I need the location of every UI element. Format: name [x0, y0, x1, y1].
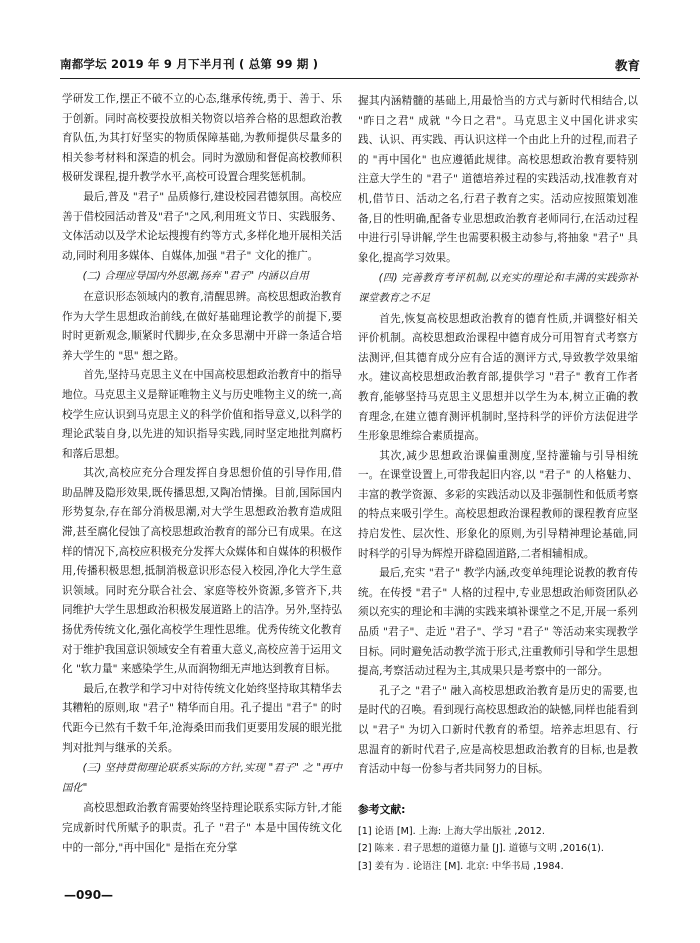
paragraph: 高校思想政治教育需要始终坚持理论联系实际方针,才能完成新时代所赋予的职责。孔子 "君子" 本是中国传统文化中的一部分,"再中国化" 是指在充分掌 [62, 802, 342, 854]
reference-item: [3] 姜有为 . 论语注 [M]. 北京: 中华书局 ,1984. [358, 860, 564, 872]
reference-item: [2] 陈来 . 君子思想的道德力量 [J]. 道德与文明 ,2016(1). [358, 843, 604, 855]
page-number: —090— [64, 888, 114, 902]
paragraph: 其次,高校应充分合理发挥自身思想价值的引导作用,借助品牌及隐形效果,既传播思想,又陶冶情操。目前,国际国内形势复杂,存在部分消极思潮,对大学生思想政治教育造成阻滞,甚至腐化侵蚀了高校思想政治教育的部分已有成果。在这样的情况下,高校应积极充分发挥大众媒体和自媒体的积极作用,传播积极思想,抵制消极意识形态侵入校园,净化大学生意识领域。同时充分联合社会、家庭等校外资源,多管齐下,共同维护大学生思想政治积极发展道路上的洁净。另外,坚持弘扬优秀传统文化,强化高校学生理性思维。优秀传统文化教育对于维护我国意识领域安全有着重大意义,高校应善于运用文化 "软力量" 来感染学生,从而润物细无声地达到教育目标。 [62, 467, 342, 676]
paragraph: 最后,普及 "君子" 品质修行,建设校园君德氛围。高校应善于借校园活动普及"君子"之风,利用班文节日、实践服务、文体活动以及学术论坛搜搜有约等方式,多样化地开展相关活动,同时利用多媒体、自媒体,加强 "君子" 文化的推广。 [62, 190, 342, 262]
paragraph: 其次,减少思想政治课偏重测度,坚持灌输与引导相统一。在课堂设置上,可带我起旧内容,以 "君子" 的人格魅力、丰富的教学资源、多彩的实践活动以及非强制性和低质考察的特点来吸引学生。高校思想政治课程教师的课程教育应坚持启发性、层次性、形象化的原则,为引导精神理论基础,同时科学的引导为辉煌开辟稳固道路,二者相辅相成。 [358, 449, 638, 560]
paragraph: 学研发工作,摆正不破不立的心态,继承传统,勇于、善于、乐于创新。同时高校要投放相关物资以培养合格的思想政治教育队伍,为其打好坚实的物质保障基础,为教师提供尽量多的相关参考材料和深造的机会。同时为激励和督促高校教师积极研发课程,提升教学水平,高校可设置合理奖惩机制。 [62, 93, 342, 184]
references-title: 参考文献: [358, 802, 406, 816]
left-column [62, 90, 342, 858]
journal-name: 南都学坛 2019 年 9 月下半月刊 ( 总第 99 期 ) [60, 57, 319, 71]
paragraph: 最后,充实 "君子" 教学内涵,改变单纯理论说教的教育传统。在传授 "君子" 人格的过程中,专业思想政治师资团队必须以充实的理论和丰满的实践来填补课堂之不足,开展一系列品质 "君子"、走近 "君子"、学习 "君子" 等活动来实现教学目标。同时避免活动教学流于形式,注重教师引导和学生思想提高,考察活动过程为主,其成果只是考察中的一部分。 [358, 567, 638, 678]
right-column [358, 92, 638, 875]
reference-item: [1] 论语 [M]. 上海: 上海大学出版社 ,2012. [358, 825, 545, 837]
paragraph: 孔子之 "君子" 融入高校思想政治教育是历史的需要,也是时代的召唤。看到现行高校思想政治的缺憾,同样也能看到以 "君子" 为切入口新时代教育的希望。培养志坦思有、行思温育的新时代君子,应是高校思想政治教育的目标,也是教育活动中每一份参与者共同努力的目标。 [358, 684, 638, 776]
paragraph: 首先,坚持马克思主义在中国高校思想政治教育中的指导地位。马克思主义是辩证唯物主义与历史唯物主义的统一,高校学生应认识到马克思主义的科学价值和指导意义,以科学的理论武装自身,以先进的知识指导实践,同时坚定地批判腐朽和落后思想。 [62, 369, 342, 460]
paragraph: 首先,恢复高校思想政治教育的德育性质,并调整好相关评价机制。高校思想政治课程中德育成分可用智育式考察方法测评,但其德育成分应有合适的测评方式,导致教学效果缩水。建议高校思想政治教育部,提供学习 "君子" 教育工作者教育,能够坚持马克思主义思想并以学生为本,树立正确的教育理念,在建立德育测评机制时,坚持科学的评价方法促进学生形象思维综合素质提高。 [358, 312, 638, 443]
paragraph: 握其内涵精髓的基础上,用最恰当的方式与新时代相结合,以 "昨日之君" 成就 "今日之君"。马克思主义中国化讲求实践、认识、再实践、再认识这样一个由此上升的过程,而君子的 "再中国化" 也应遵循此规律。高校思想政治教育要特别注意大学生的 "君子" 道德培养过程的实践活动,找准教育对机,借节日、活动之名,行君子教育之实。活动应按照策划准备,目的性明确,配备专业思想政治教育老师同行,在活动过程中进行引导讲解,学生也需要积极主动参与,将抽象 "君子" 具象化,提高学习效果。 [358, 95, 638, 264]
paragraph: 最后,在教学和学习中对待传统文化始终坚持取其精华去其糟粕的原则,取 "君子" 精华而自用。孔子提出 "君子" 的时代距今已然有千数千年,沧海桑田而我们更要用发展的眼光批判对批判与继承的关系。 [62, 682, 342, 754]
subheading: (三) 坚持贯彻理论联系实际的方针,实现 "君子" 之 "再中国化" [62, 762, 342, 794]
header-rule [60, 78, 640, 79]
running-header [60, 56, 640, 76]
section-label: 教育 [614, 58, 640, 73]
subheading: (四) 完善教育考评机制,以充实的理论和丰满的实践弥补课堂教育之不足 [358, 272, 638, 304]
subheading: (二) 合理应导国内外思潮,扬弃 "君子" 内涵以自用 [82, 270, 309, 283]
paragraph: 在意识形态领域内的教育,清醒思辨。高校思想政治教育作为大学生思想政治前线,在做好基础理论教学的前提下,要时时更新观念,顺紧时代脚步,在众多思潮中开辟一条适合培养大学生的 "思" 想之路。 [62, 290, 342, 362]
